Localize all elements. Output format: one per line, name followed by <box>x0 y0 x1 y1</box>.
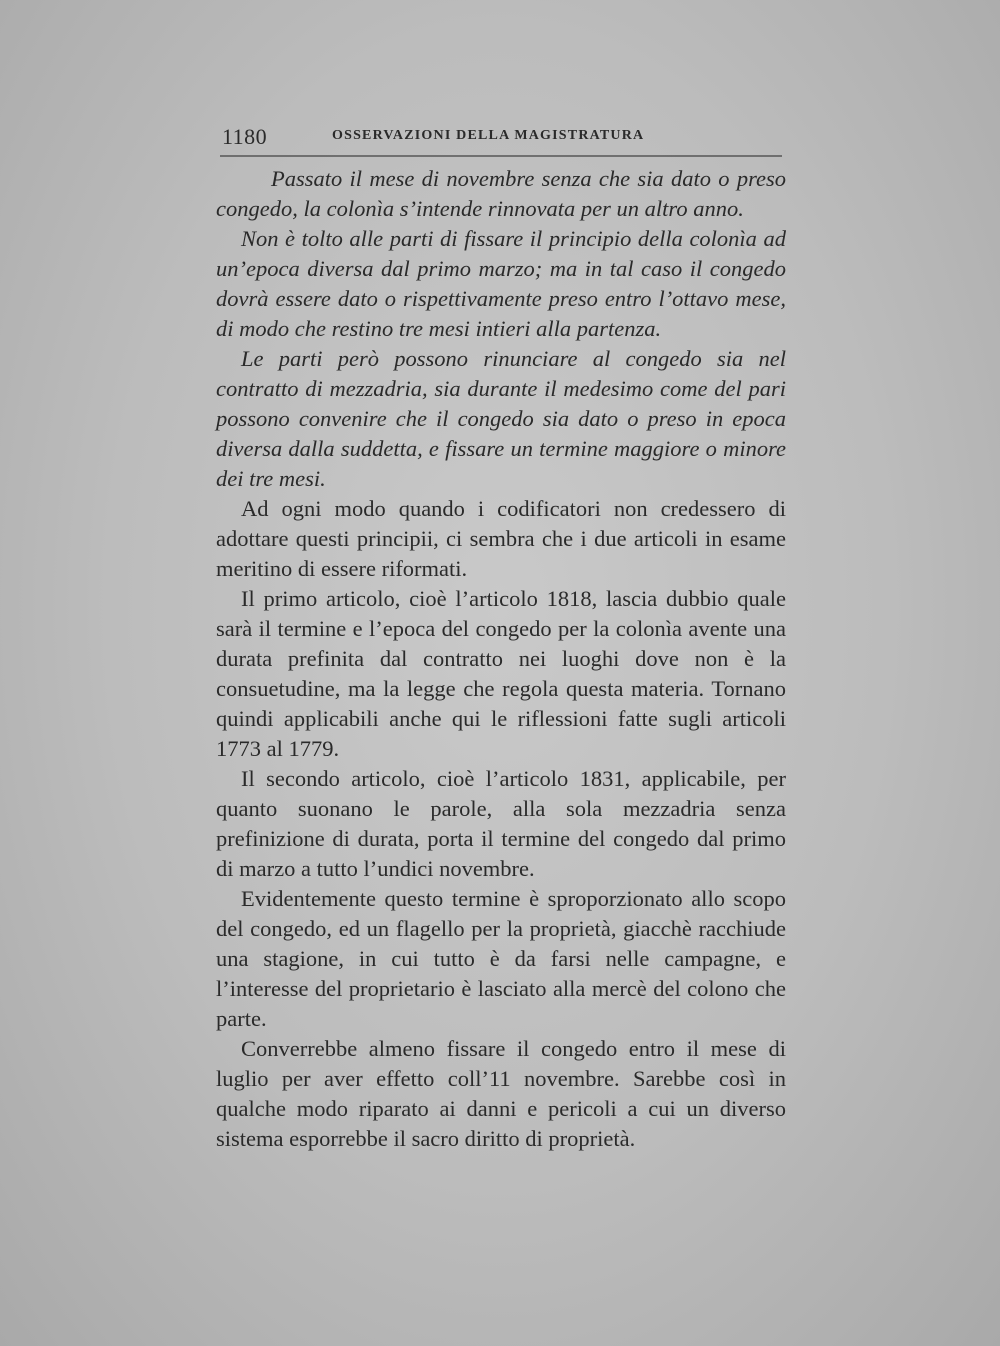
paragraph-3: Le parti però possono rinunciare al congedo sia nel contratto di mezzadria, sia durante il medesimo come del pari possono convenire che il congedo sia dato o preso in epoca diversa dalla suddetta, e fissare un termine maggiore o minore dei tre mesi. <box>216 346 786 491</box>
page-header <box>222 124 782 152</box>
paragraph-4: Ad ogni modo quando i codificatori non credessero di adottare questi principii, ci sembra che i due articoli in esame meritino di essere riformati. <box>216 496 786 581</box>
page-number: 1180 <box>222 124 268 149</box>
paragraph-1: Passato il mese di novembre senza che sia dato o preso congedo, la colonìa s’intende rinnovata per un altro anno. <box>216 166 786 221</box>
paragraph-7: Evidentemente questo termine è sproporzionato allo scopo del congedo, ed un flagello per la proprietà, giacchè racchiude una stagione, in cui tutto è da farsi nelle campagne, e l’interesse del proprietario è lasciato alla mercè del colono che parte. <box>216 886 786 1031</box>
body-text <box>216 164 786 1154</box>
paragraph-6: Il secondo articolo, cioè l’articolo 1831, applicabile, per quanto suonano le parole, alla sola mezzadria senza prefinizione di durata, porta il termine del congedo dal primo di marzo a tutto l’undici novembre. <box>216 766 786 881</box>
running-title: OSSERVAZIONI DELLA MAGISTRATURA <box>332 128 645 143</box>
header-rule <box>220 155 782 157</box>
paragraph-2: Non è tolto alle parti di fissare il principio della colonìa ad un’epoca diversa dal primo marzo; ma in tal caso il congedo dovrà essere dato o rispettivamente preso entro l’ottavo mese, di modo che restino tre mesi intieri alla partenza. <box>216 226 786 341</box>
paragraph-8: Converrebbe almeno fissare il congedo entro il mese di luglio per aver effetto coll’11 novembre. Sarebbe così in qualche modo riparato ai danni e pericoli a cui un diverso sistema esporrebbe il sacro diritto di proprietà. <box>216 1036 786 1151</box>
paragraph-5: Il primo articolo, cioè l’articolo 1818, lascia dubbio quale sarà il termine e l’epoca del congedo per la colonìa avente una durata prefinita dal contratto nei luoghi dove non è la consuetudine, ma la legge che regola questa materia. Tornano quindi applicabili anche qui le riflessioni fatte sugli articoli 1773 al 1779. <box>216 586 786 761</box>
